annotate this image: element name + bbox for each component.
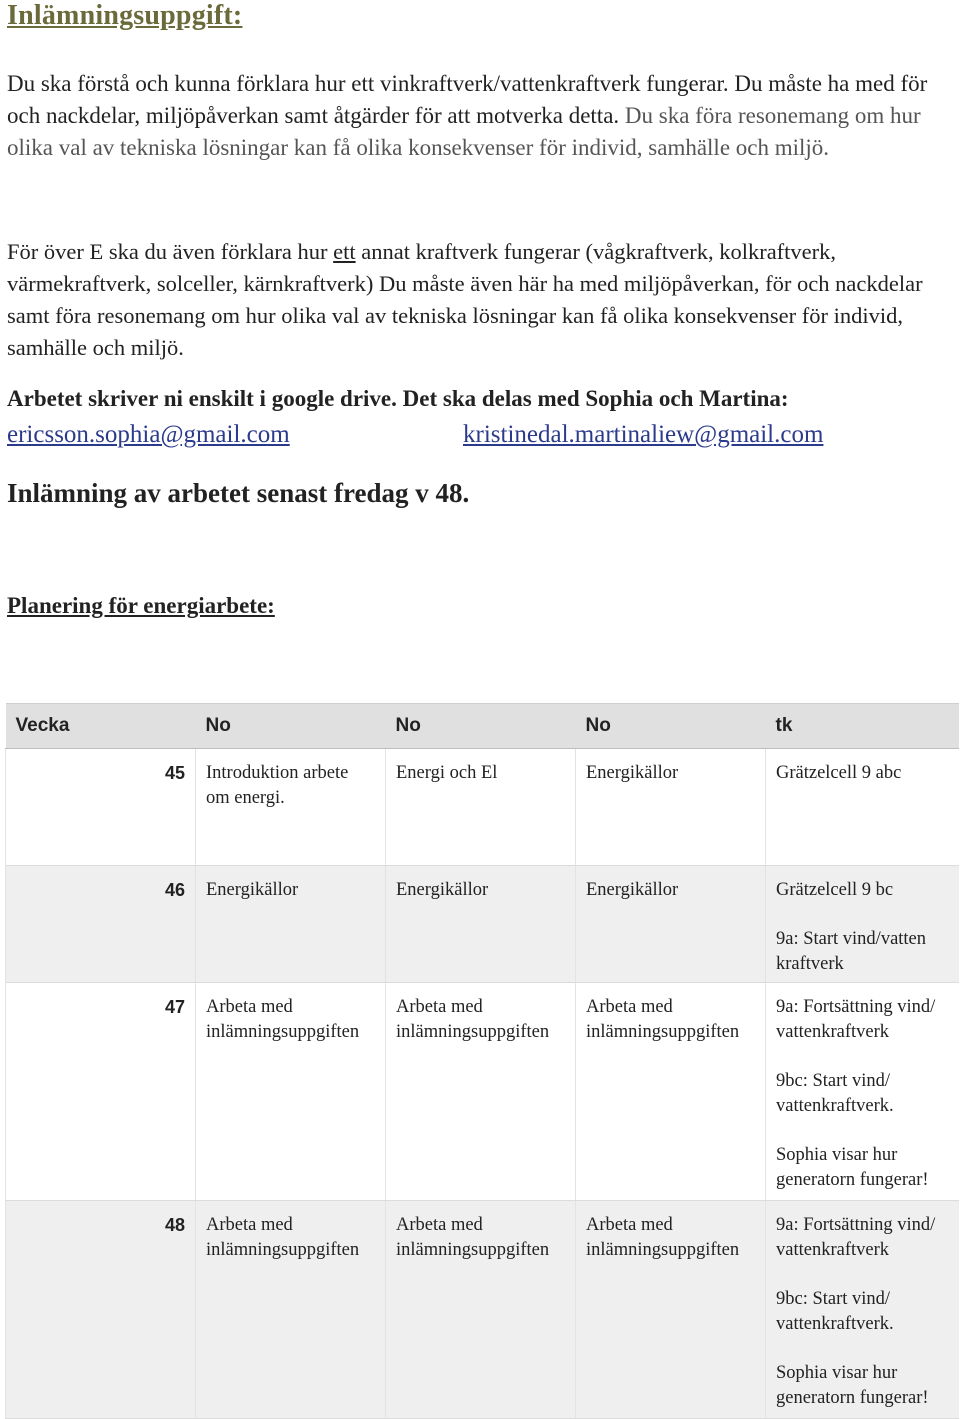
- week-cell: 46: [6, 866, 196, 983]
- table-row: [6, 749, 959, 866]
- no-cell: Arbeta med inlämningsuppgiften: [386, 1201, 576, 1419]
- tk-note: Sophia visar hur generatorn fungerar!: [776, 1145, 929, 1190]
- header-tk: tk: [766, 704, 959, 749]
- tk-note: Sophia visar hur generatorn fungerar!: [776, 1363, 929, 1408]
- week-cell: 47: [6, 983, 196, 1201]
- no-cell: Introduktion arbete om energi.: [196, 749, 386, 866]
- no-cell: Arbeta med inlämningsuppgiften: [576, 983, 766, 1201]
- no-cell: Energikällor: [576, 866, 766, 983]
- tk-cell: [766, 1201, 959, 1419]
- no-cell: Arbeta med inlämningsuppgiften: [196, 983, 386, 1201]
- week-cell: 48: [6, 1201, 196, 1419]
- no-cell: Energikällor: [386, 866, 576, 983]
- tk-note: 9bc: Start vind/ vattenkraftverk.: [776, 1289, 894, 1334]
- tk-note: Grätzelcell 9 bc: [776, 880, 894, 900]
- tk-cell: [766, 983, 959, 1201]
- planning-title: Planering för energiarbete:: [7, 593, 275, 618]
- tk-note: Grätzelcell 9 abc: [776, 763, 902, 783]
- table-row: [6, 983, 959, 1201]
- header-no-3: No: [576, 704, 766, 749]
- tk-note: 9a: Fortsättning vind/ vattenkraftverk: [776, 997, 936, 1042]
- header-no-1: No: [196, 704, 386, 749]
- no-cell: Energi och El: [386, 749, 576, 866]
- table-row: [6, 1201, 959, 1419]
- email-link-sophia[interactable]: ericsson.sophia@gmail.com: [7, 421, 290, 448]
- no-cell: Arbeta med inlämningsuppgiften: [576, 1201, 766, 1419]
- deadline-text: Inlämning av arbetet senast fredag v 48.: [7, 478, 470, 508]
- tk-cell: [766, 866, 959, 983]
- header-no-2: No: [386, 704, 576, 749]
- intro-paragraph: [7, 68, 952, 164]
- planning-table: [5, 703, 959, 1419]
- tk-note: 9a: Start vind/vatten kraftverk: [776, 929, 927, 974]
- intro-text-part1: Du ska förstå och kunna förklara hur ett vinkraftverk/vattenkraftverk fungerar. Du måste ha med för och nackdelar, miljöpåverkan samt åtgärder för att motverka detta.: [7, 71, 928, 128]
- tk-note: 9a: Fortsättning vind/ vattenkraftverk: [776, 1215, 936, 1260]
- table-header-row: [6, 704, 959, 749]
- no-cell: Energikällor: [576, 749, 766, 866]
- share-instructions: Arbetet skriver ni enskilt i google drive. Det ska delas med Sophia och Martina:: [7, 386, 789, 411]
- tk-cell: [766, 749, 959, 866]
- week-cell: 45: [6, 749, 196, 866]
- intro-text-part2: Du ska föra resonemang om hur olika val av tekniska lösningar kan få olika konsekvenser för individ, samhälle och miljö.: [7, 103, 921, 160]
- tk-note: 9bc: Start vind/ vattenkraftverk.: [776, 1071, 894, 1116]
- para2-text-before: För över E ska du även förklara hur: [7, 239, 334, 264]
- email-link-martina[interactable]: kristinedal.martinaliew@gmail.com: [463, 421, 824, 448]
- no-cell: Energikällor: [196, 866, 386, 983]
- no-cell: Arbeta med inlämningsuppgiften: [386, 983, 576, 1201]
- header-vecka: Vecka: [6, 704, 196, 749]
- extra-requirements-paragraph: [7, 236, 955, 364]
- table-row: [6, 866, 959, 983]
- para2-text-after: annat kraftverk fungerar (vågkraftverk, kolkraftverk, värmekraftverk, solceller, kärnkraftverk) Du måste även här ha med miljöpåverkan, för och nackdelar samt föra resonemang om hur olika val av tekniska lösningar kan få olika konsekvenser för individ, samhälle och miljö.: [7, 239, 923, 360]
- para2-underlined-word: ett: [333, 239, 356, 264]
- no-cell: Arbeta med inlämningsuppgiften: [196, 1201, 386, 1419]
- page-title: Inlämningsuppgift:: [7, 0, 243, 31]
